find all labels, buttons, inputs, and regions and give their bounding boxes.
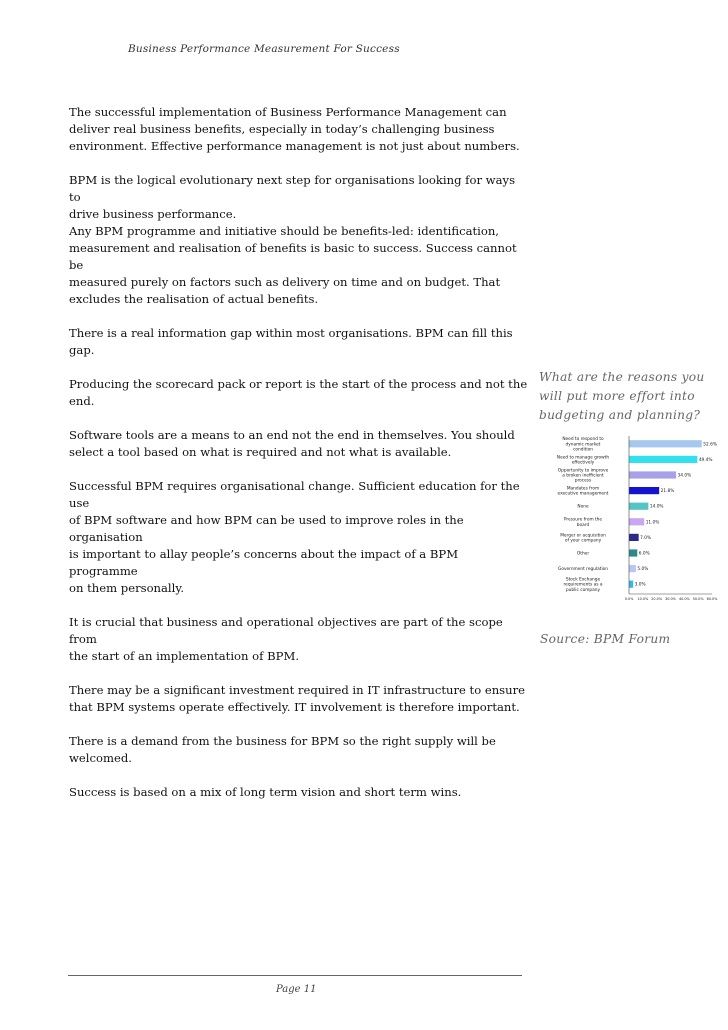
running-header: Business Performance Measurement For Success (128, 43, 400, 55)
bar (629, 518, 644, 525)
bar (629, 503, 648, 510)
bar (629, 534, 639, 541)
sidebar-question: What are the reasons you will put more effort into budgeting and planning? (539, 370, 705, 422)
data-label: 5.0% (637, 567, 649, 573)
footer-divider (68, 975, 522, 976)
data-label: 21.8% (660, 489, 675, 495)
category-label: Need to respond to dynamic market condition (562, 437, 604, 453)
bar (629, 471, 676, 478)
category-label: Mandates from executive management (557, 486, 609, 497)
category-label: Pressure from the board (563, 517, 603, 528)
page-number: Page 11 (276, 984, 317, 995)
chart-source: Source: BPM Forum (540, 632, 671, 646)
data-label: 11.0% (645, 520, 660, 526)
x-tick-label: 50.0% (692, 597, 704, 601)
bar (629, 549, 637, 556)
bar (629, 487, 659, 494)
x-tick-label: 30.0% (665, 597, 676, 601)
category-label: None (577, 504, 589, 510)
body-text (69, 104, 529, 801)
paragraph-8: There may be a significant investment required in IT infrastructure to ensure that BPM systems operate effectively. IT involvement is therefore important. (69, 683, 526, 714)
paragraph-1: The successful implementation of Business Performance Management can deliver real business benefits, especially in today’s challenging business environment. Effective performance management is not just about numbers. (69, 105, 520, 153)
bar (629, 581, 633, 588)
bar (629, 456, 697, 463)
data-label: 34.0% (677, 473, 692, 479)
paragraph-4: Producing the scorecard pack or report is the start of the process and not the end. (69, 377, 528, 408)
category-label: Stock Exchange requirements as a public company (563, 577, 603, 593)
x-tick-label: 60.0% (706, 597, 718, 601)
data-label: 3.0% (634, 582, 646, 588)
category-label: Need to manage growth effectively (556, 455, 610, 466)
category-label: Merger or acquisition of your company (560, 533, 606, 544)
paragraph-9: There is a demand from the business for BPM so the right supply will be welcomed. (69, 734, 496, 765)
paragraph-5: Software tools are a means to an end not the end in themselves. You should select a tool based on what is required and not what is available. (69, 428, 515, 459)
x-tick-label: 40.0% (678, 597, 690, 601)
bar-chart (540, 434, 718, 612)
x-tick-label: 0.0% (624, 597, 634, 601)
paragraph-3: There is a real information gap within most organisations. BPM can fill this gap. (69, 326, 513, 357)
data-label: 52.6% (703, 442, 717, 448)
category-label: Opportunity to improve a broken inefficient process (557, 468, 609, 484)
category-label: Other (576, 551, 590, 557)
paragraph-6: Successful BPM requires organisational change. Sufficient education for the use of BPM software and how BPM can be used to improve roles in the organisation is important to allay people’s concerns about the impact of a BPM programme on them personally. (69, 479, 520, 595)
bar (629, 440, 702, 447)
data-label: 14.0% (649, 504, 664, 510)
data-label: 49.4% (698, 457, 713, 463)
paragraph-10: Success is based on a mix of long term vision and short term wins. (69, 785, 462, 799)
bar (629, 565, 636, 572)
x-tick-label: 20.0% (651, 597, 663, 601)
category-label: Government regulation (558, 567, 608, 573)
paragraph-7: It is crucial that business and operational objectives are part of the scope from the start of an implementation of BPM. (69, 615, 503, 663)
data-label: 6.0% (638, 551, 650, 557)
paragraph-2: BPM is the logical evolutionary next step for organisations looking for ways to drive business performance. Any BPM programme and initiative should be benefits-led: identification, measurement and realisation of benefits is basic to success. Success cannot be measured purely on factors such as delivery on time and on budget. That excludes the realisation of actual benefits. (69, 173, 517, 306)
x-tick-label: 10.0% (637, 597, 649, 601)
data-label: 7.0% (640, 535, 652, 541)
